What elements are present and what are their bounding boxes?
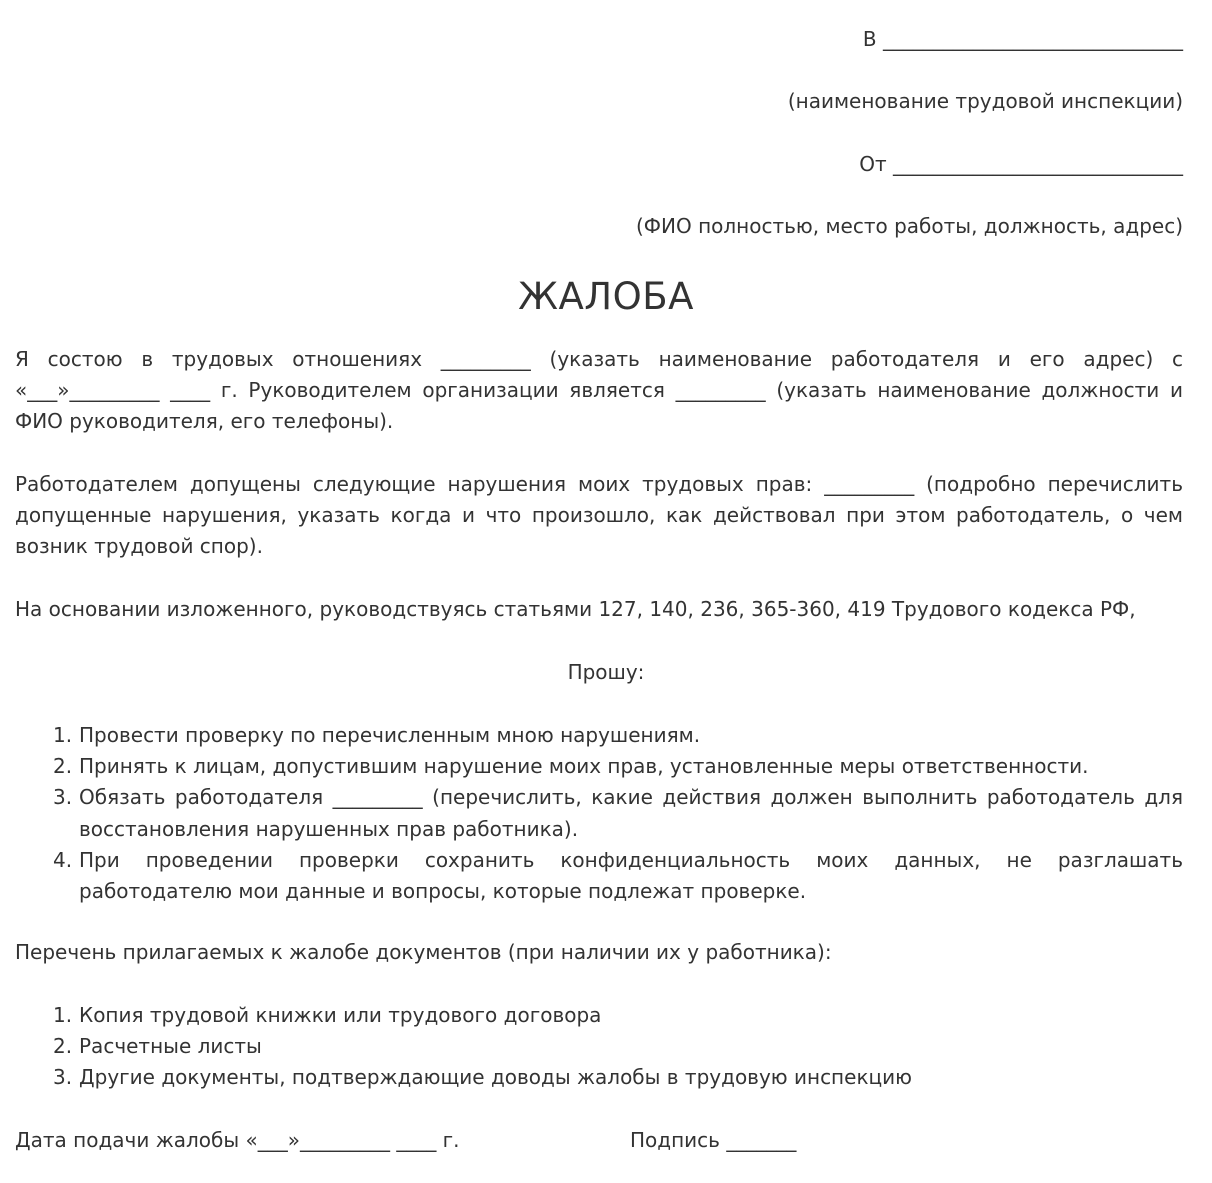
list-item-text: Расчетные листы: [79, 1034, 262, 1059]
addressee-note: (наименование трудовой инспекции): [787, 89, 1183, 113]
list-item-text: Другие документы, подтверждающие доводы жалобы в трудовую инспекцию: [79, 1065, 912, 1090]
list-item-number: 2.: [53, 754, 73, 779]
list-item: [15, 751, 1183, 782]
list-item: [15, 720, 1183, 751]
sender-line: От _____________________________: [859, 152, 1183, 176]
list-item: [15, 1062, 1183, 1093]
list-item-text: Обязать работодателя _________ (перечислить, какие действия должен выполнить работодатель для восстановления нарушенных прав работника).: [79, 785, 1183, 841]
list-item-number: 3.: [53, 1065, 73, 1090]
request-list: [15, 720, 1183, 907]
sender-note: (ФИО полностью, место работы, должность, адрес): [636, 214, 1183, 238]
employment-paragraph: Я состою в трудовых отношениях _________ (указать наименование работодателя и его адрес) с «___»_________ ____ г. Руководителем организации является _________ (указать наименование должности и ФИО руководителя, его телефоны).: [15, 347, 1183, 434]
list-item-number: 1.: [53, 1003, 73, 1027]
attachments-intro: Перечень прилагаемых к жалобе документов (при наличии их у работника):: [15, 940, 832, 964]
request-heading: Прошу:: [567, 660, 645, 684]
violations-paragraph: Работодателем допущены следующие нарушения моих трудовых прав: _________ (подробно перечислить допущенные нарушения, указать когда и что произошло, как действовал при этом работодатель, о чем возник трудовой спор).: [15, 472, 1183, 559]
addressee-line: В ______________________________: [862, 27, 1183, 51]
submission-date-line: Дата подачи жалобы «___»_________ ____ г.: [15, 1128, 460, 1152]
list-item-text: При проведении проверки сохранить конфиденциальность моих данных, не разглашать работодателю мои данные и вопросы, которые подлежат проверке.: [79, 847, 1183, 904]
document-title: ЖАЛОБА: [518, 275, 694, 318]
list-item-number: 2.: [53, 1034, 73, 1059]
signature-line: Подпись _______: [630, 1128, 797, 1152]
list-item-number: 3.: [53, 785, 73, 810]
list-item-number: 1.: [53, 723, 73, 747]
list-item: [15, 845, 1183, 907]
list-item: [15, 782, 1183, 844]
list-item: [15, 1000, 1183, 1031]
list-item-text: Провести проверку по перечисленным мною нарушениям.: [79, 723, 701, 747]
list-item-text: Принять к лицам, допустившим нарушение моих прав, установленные меры ответственности.: [79, 754, 1089, 779]
attachments-list: [15, 1000, 1183, 1094]
list-item-text: Копия трудовой книжки или трудового договора: [79, 1003, 602, 1027]
list-item-number: 4.: [53, 847, 73, 872]
list-item: [15, 1031, 1183, 1062]
legal-basis-paragraph: На основании изложенного, руководствуясь статьями 127, 140, 236, 365-360, 419 Трудового кодекса РФ,: [15, 597, 1136, 621]
